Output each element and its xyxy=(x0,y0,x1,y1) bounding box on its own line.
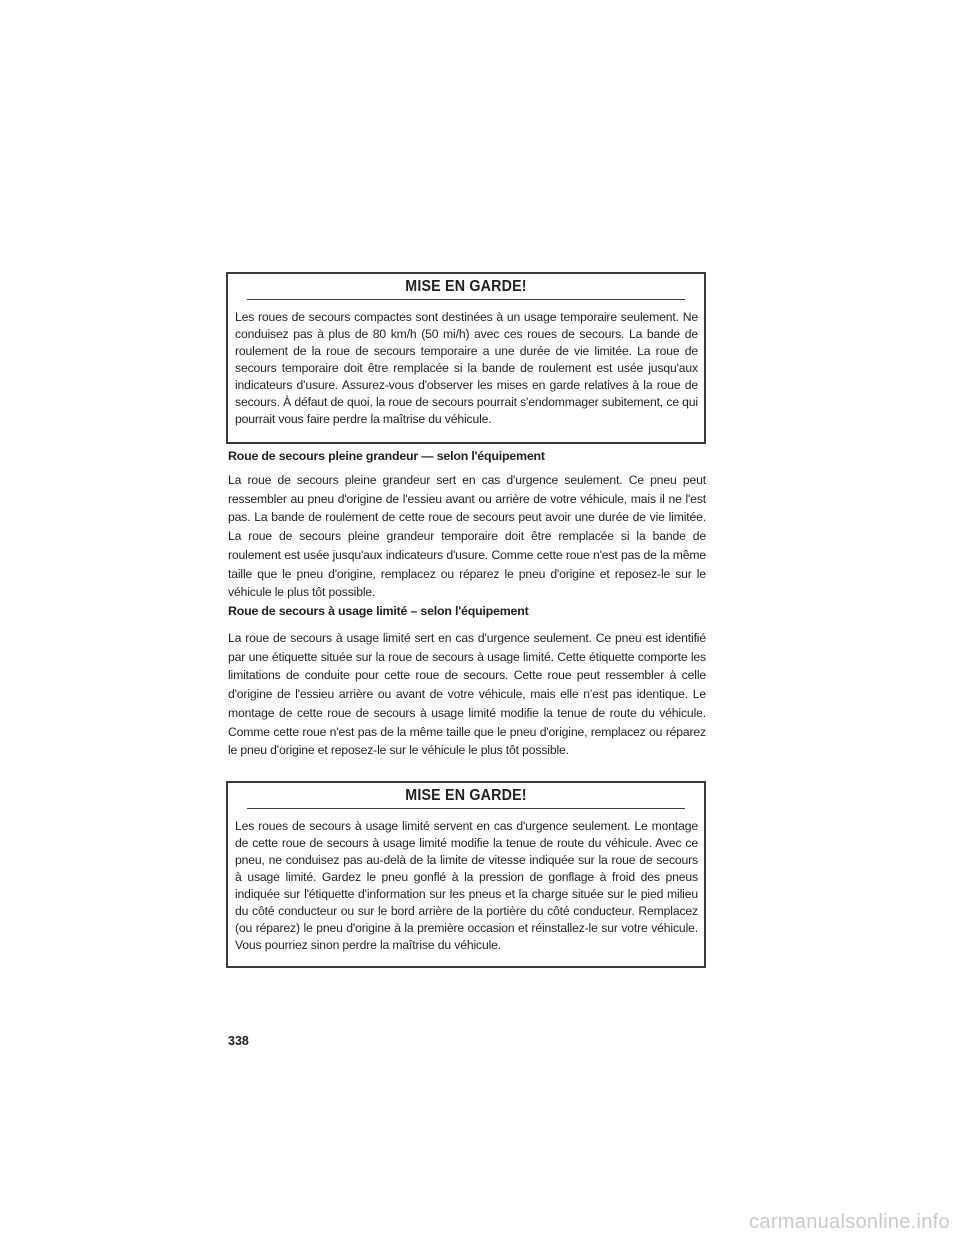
section-paragraph-limited-use-spare: La roue de secours à usage limité sert en cas d'urgence seulement. Ce pneu est identifié par une étiquette située sur la roue de secours à usage limité. Cette étiquette comporte les limitations de conduite pour cette roue de secours. Cette roue peut ressembler à celle d'origine de l'essieu arrière ou avant de votre véhicule, mais elle n'est pas identique. Le montage de cette roue de secours à usage limité modifie la tenue de route du véhicule. Comme cette roue n'est pas de la même taille que le pneu d'origine, remplacez ou réparez le pneu d'origine et reposez-le sur le véhicule le plus tôt possible. xyxy=(228,631,706,758)
section-heading-limited-use-spare: Roue de secours à usage limité – selon l'équipement xyxy=(228,604,529,618)
warning-title: MISE EN GARDE! xyxy=(247,274,685,300)
warning-box-compact-spare xyxy=(226,272,706,444)
warning-box-limited-use-spare xyxy=(226,781,706,968)
watermark: carmanualsonline.info xyxy=(749,1211,950,1233)
warning-text: Les roues de secours à usage limité servent en cas d'urgence seulement. Le montage de cette roue de secours à usage limité modifie la tenue de route du véhicule. Avec ce pneu, ne conduisez pas au-delà de la limite de vitesse indiquée sur la roue de secours à usage limité. Gardez le pneu gonflé à la pression de gonflage à froid des pneus indiquée sur l'étiquette d'information sur les pneus et la charge située sur le pied milieu du côté conducteur ou sur le bord arrière de la portière du côté conducteur. Remplacez (ou réparez) le pneu d'origine à la première occasion et réinstallez-le sur votre véhicule. Vous pourriez sinon perdre la maîtrise du véhicule. xyxy=(235,819,698,952)
section-heading-full-size-spare: Roue de secours pleine grandeur — selon l'équipement xyxy=(228,449,545,463)
warning-title: MISE EN GARDE! xyxy=(247,783,685,809)
page-number: 338 xyxy=(228,1034,249,1048)
warning-text: Les roues de secours compactes sont destinées à un usage temporaire seulement. Ne conduisez pas à plus de 80 km/h (50 mi/h) avec ces roues de secours. La bande de roulement de la roue de secours temporaire a une durée de vie limitée. La roue de secours temporaire doit être remplacée si la bande de roulement est usée jusqu'aux indicateurs d'usure. Assurez-vous d'observer les mises en garde relatives à la roue de secours. À défaut de quoi, la roue de secours pourrait s'endommager subitement, ce qui pourrait vous faire perdre la maîtrise du véhicule. xyxy=(235,310,698,426)
section-paragraph-full-size-spare: La roue de secours pleine grandeur sert en cas d'urgence seulement. Ce pneu peut ressembler au pneu d'origine de l'essieu avant ou arrière de votre véhicule, mais il ne l'est pas. La bande de roulement de cette roue de secours peut avoir une durée de vie limitée. La roue de secours pleine grandeur temporaire doit être remplacée si la bande de roulement est usée jusqu'aux indicateurs d'usure. Comme cette roue n'est pas de la même taille que le pneu d'origine, remplacez ou réparez le pneu d'origine et reposez-le sur le véhicule le plus tôt possible. xyxy=(228,473,706,600)
